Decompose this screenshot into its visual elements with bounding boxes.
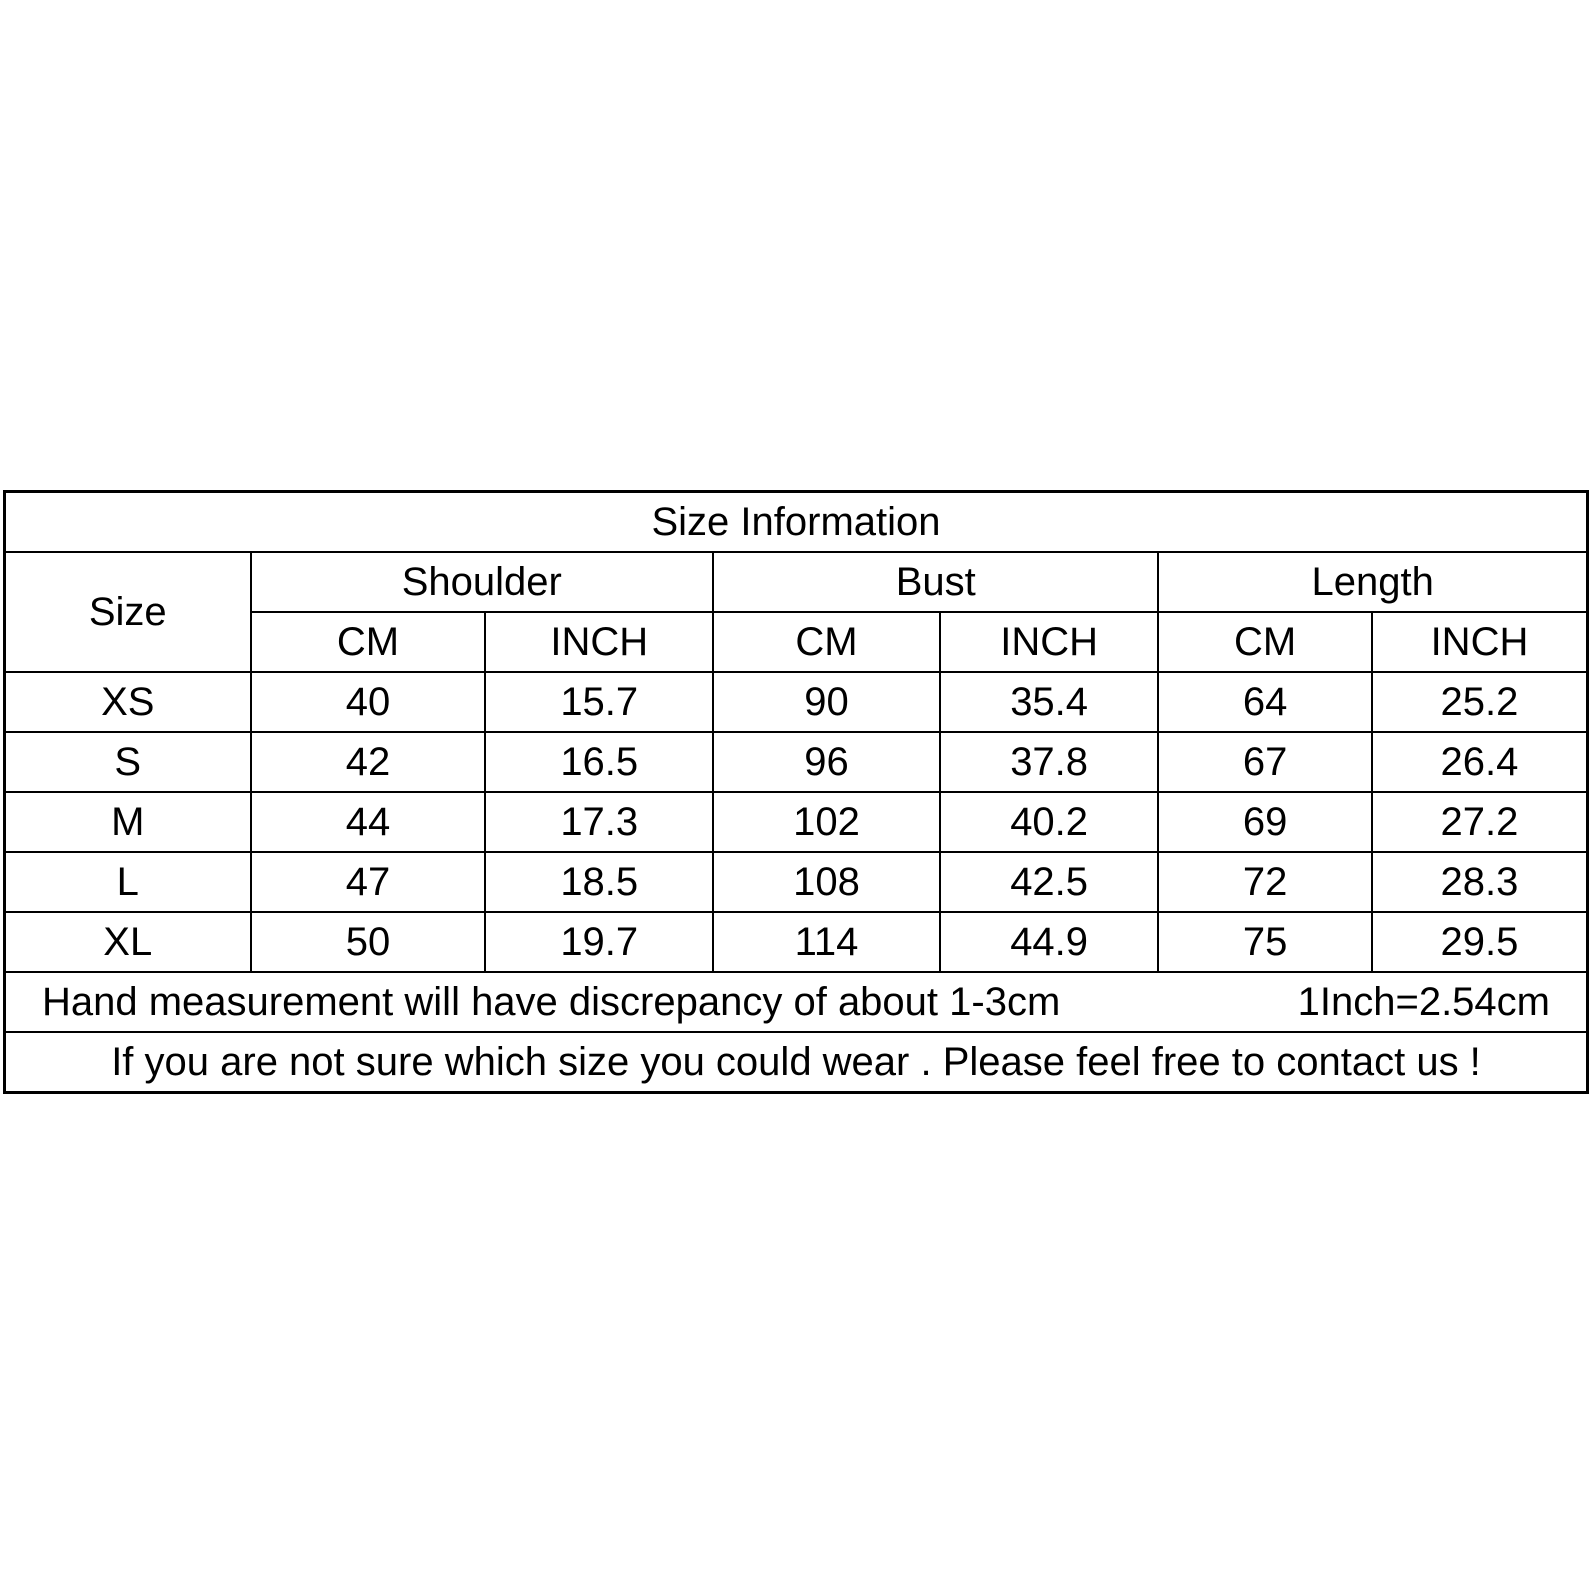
bust-inch-cell: 35.4	[940, 672, 1159, 732]
size-cell: M	[5, 792, 251, 852]
bust-cm-cell: 90	[713, 672, 940, 732]
length-group-header: Length	[1158, 552, 1587, 612]
bust-inch-cell: 40.2	[940, 792, 1159, 852]
bust-inch-cell: 44.9	[940, 912, 1159, 972]
table-row	[5, 792, 1588, 852]
bust-cm-header: CM	[713, 612, 940, 672]
shoulder-cm-header: CM	[251, 612, 486, 672]
bust-inch-header: INCH	[940, 612, 1159, 672]
shoulder-cm-cell: 47	[251, 852, 486, 912]
length-cm-cell: 69	[1158, 792, 1372, 852]
shoulder-cm-cell: 42	[251, 732, 486, 792]
bust-cm-cell: 108	[713, 852, 940, 912]
shoulder-inch-cell: 18.5	[485, 852, 713, 912]
shoulder-cm-cell: 44	[251, 792, 486, 852]
length-inch-cell: 26.4	[1372, 732, 1588, 792]
conversion-note: 1Inch=2.54cm	[1297, 980, 1550, 1024]
size-cell: XL	[5, 912, 251, 972]
size-information-table	[3, 490, 1589, 1094]
length-cm-cell: 67	[1158, 732, 1372, 792]
length-cm-cell: 75	[1158, 912, 1372, 972]
measurement-note: Hand measurement will have discrepancy of about 1-3cm	[42, 980, 1061, 1024]
shoulder-group-header: Shoulder	[251, 552, 714, 612]
table-row	[5, 912, 1588, 972]
contact-note-row	[5, 1032, 1588, 1093]
size-cell: L	[5, 852, 251, 912]
size-column-header: Size	[5, 552, 251, 672]
table-title: Size Information	[5, 492, 1588, 553]
shoulder-inch-cell: 19.7	[485, 912, 713, 972]
table-row	[5, 672, 1588, 732]
measurement-note-wrap	[42, 982, 1550, 1022]
bust-inch-cell: 37.8	[940, 732, 1159, 792]
measurement-note-cell	[5, 972, 1588, 1032]
table-row	[5, 852, 1588, 912]
bust-inch-cell: 42.5	[940, 852, 1159, 912]
measurement-note-row	[5, 972, 1588, 1032]
bust-group-header: Bust	[713, 552, 1158, 612]
length-inch-cell: 28.3	[1372, 852, 1588, 912]
size-cell: XS	[5, 672, 251, 732]
shoulder-cm-cell: 50	[251, 912, 486, 972]
length-cm-header: CM	[1158, 612, 1372, 672]
length-inch-header: INCH	[1372, 612, 1588, 672]
size-cell: S	[5, 732, 251, 792]
length-cm-cell: 64	[1158, 672, 1372, 732]
shoulder-inch-cell: 17.3	[485, 792, 713, 852]
length-inch-cell: 29.5	[1372, 912, 1588, 972]
shoulder-inch-cell: 16.5	[485, 732, 713, 792]
bust-cm-cell: 114	[713, 912, 940, 972]
shoulder-cm-cell: 40	[251, 672, 486, 732]
bust-cm-cell: 102	[713, 792, 940, 852]
bust-cm-cell: 96	[713, 732, 940, 792]
group-header-row	[5, 552, 1588, 612]
title-row	[5, 492, 1588, 553]
length-inch-cell: 25.2	[1372, 672, 1588, 732]
length-cm-cell: 72	[1158, 852, 1372, 912]
shoulder-inch-cell: 15.7	[485, 672, 713, 732]
shoulder-inch-header: INCH	[485, 612, 713, 672]
length-inch-cell: 27.2	[1372, 792, 1588, 852]
contact-note: If you are not sure which size you could wear . Please feel free to contact us !	[5, 1032, 1588, 1093]
table-row	[5, 732, 1588, 792]
